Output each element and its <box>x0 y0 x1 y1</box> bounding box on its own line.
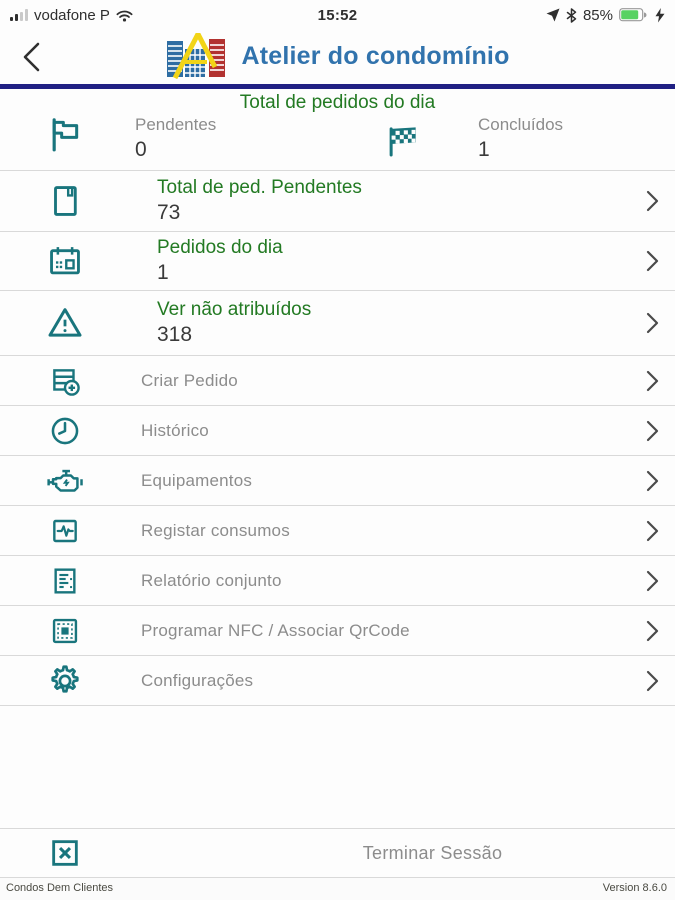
status-bar <box>0 0 675 28</box>
day-summary-row <box>0 89 675 171</box>
chevron-right-icon <box>646 420 659 442</box>
carrier-label: vodafone P <box>34 6 110 24</box>
chevron-right-icon <box>646 190 659 212</box>
menu-label: Relatório conjunto <box>141 570 282 590</box>
menu-label: Histórico <box>141 420 209 440</box>
chevron-right-icon <box>646 312 659 334</box>
menu-label: Equipamentos <box>141 470 253 490</box>
chevron-right-icon <box>646 620 659 642</box>
menu-label: Configurações <box>141 670 254 690</box>
clock-time: 15:52 <box>317 6 358 24</box>
status-bar-right <box>425 7 665 24</box>
battery-icon <box>619 8 649 22</box>
logout-label: Terminar Sessão <box>362 842 503 863</box>
pending-value: 0 <box>135 138 147 161</box>
menu-row-history[interactable] <box>0 406 675 456</box>
pulse-icon <box>0 515 130 547</box>
completed-label: Concluídos <box>478 115 564 134</box>
notepad-icon <box>0 182 130 220</box>
chevron-right-icon <box>646 520 659 542</box>
menu-row-register-consumption[interactable] <box>0 506 675 556</box>
completed-stat <box>478 115 563 162</box>
pending-total-row[interactable] <box>0 171 675 232</box>
stat-title: Pedidos do dia <box>157 237 283 258</box>
menu-row-equipment[interactable] <box>0 456 675 506</box>
stat-title: Total de ped. Pendentes <box>157 177 362 198</box>
status-bar-left <box>10 7 250 24</box>
back-button[interactable] <box>14 40 48 74</box>
bluetooth-icon <box>566 8 577 23</box>
warning-icon <box>0 303 130 343</box>
header-title-group <box>165 33 509 79</box>
stat-value: 73 <box>157 201 181 224</box>
unassigned-row[interactable] <box>0 291 675 356</box>
chevron-right-icon <box>646 370 659 392</box>
menu-row-settings[interactable] <box>0 656 675 706</box>
stat-value: 318 <box>157 323 193 346</box>
clock-icon <box>0 414 130 448</box>
report-icon <box>0 565 130 597</box>
flag-icon <box>45 113 85 160</box>
chevron-right-icon <box>646 570 659 592</box>
charging-bolt-icon <box>655 8 665 23</box>
menu-label: Criar Pedido <box>141 370 238 390</box>
pending-label: Pendentes <box>135 115 217 134</box>
logout-row[interactable] <box>0 828 675 878</box>
page-title: Atelier do condomínio <box>241 41 510 70</box>
location-arrow-icon <box>546 8 560 22</box>
footer-app-name: Condos Dem Clientes <box>6 882 113 894</box>
stat-value: 1 <box>157 261 169 284</box>
menu-label: Programar NFC / Associar QrCode <box>141 620 410 640</box>
chevron-right-icon <box>646 670 659 692</box>
empty-space <box>0 706 675 828</box>
gear-icon <box>0 663 130 699</box>
close-box-icon <box>0 836 130 870</box>
engine-icon <box>0 466 130 496</box>
menu-row-joint-report[interactable] <box>0 556 675 606</box>
day-summary-title: Total de pedidos do dia <box>239 92 436 113</box>
checkered-flag-icon <box>383 121 423 164</box>
footer <box>0 878 675 900</box>
header <box>0 28 675 84</box>
day-requests-row[interactable] <box>0 232 675 291</box>
cellular-signal-icon <box>10 9 28 21</box>
back-chevron-icon <box>20 41 42 73</box>
menu-label: Registar consumos <box>141 520 290 540</box>
menu-row-nfc-qrcode[interactable] <box>0 606 675 656</box>
pending-stat <box>135 115 216 162</box>
battery-percent-label: 85% <box>582 6 613 24</box>
app-logo-icon <box>165 33 229 79</box>
menu-row-create-request[interactable] <box>0 356 675 406</box>
calendar-icon <box>0 242 130 280</box>
create-request-icon <box>0 364 130 398</box>
footer-version: Version 8.6.0 <box>602 882 667 894</box>
chevron-right-icon <box>646 250 659 272</box>
stat-title: Ver não atribuídos <box>157 299 312 320</box>
nfc-icon <box>0 615 130 647</box>
wifi-icon <box>116 9 133 22</box>
completed-value: 1 <box>478 138 490 161</box>
chevron-right-icon <box>646 470 659 492</box>
